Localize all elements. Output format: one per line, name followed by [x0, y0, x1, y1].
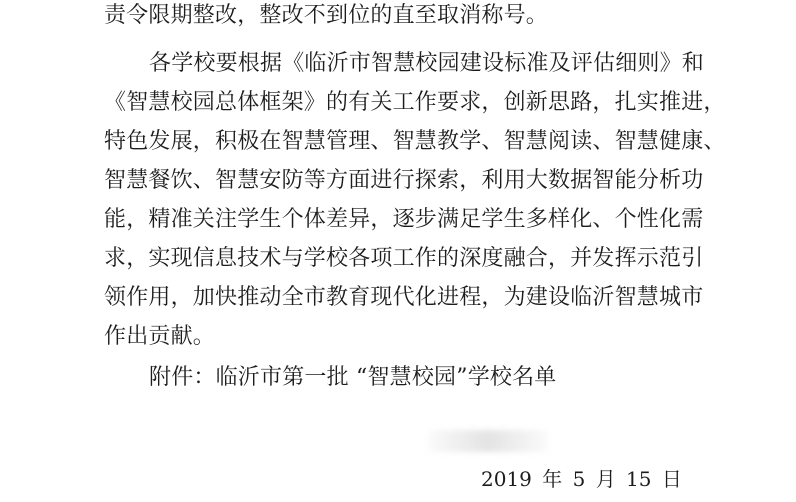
paragraph-line: 责令限期整改，整改不到位的直至取消称号。: [104, 3, 549, 28]
paragraph-line: 作出贡献。: [104, 324, 216, 349]
paragraph-line: 能，精准关注学生个体差异，逐步满足学生多样化、个性化需: [104, 207, 704, 232]
document-date: 2019 年 5 月 15 日: [481, 467, 682, 491]
paragraph-line: 领作用，加快推动全市教育现代化进程，为建设临沂智慧城市: [104, 285, 704, 310]
paragraph-line: 特色发展，积极在智慧管理、智慧教学、智慧阅读、智慧健康、: [104, 129, 726, 154]
attachment-line: 附件：临沂市第一批 “智慧校园”学校名单: [149, 365, 557, 390]
paragraph-line: 求，实现信息技术与学校各项工作的深度融合，并发挥示范引: [104, 246, 704, 271]
paragraph-line: 《智慧校园总体框架》的有关工作要求，创新思路，扎实推进，: [104, 90, 726, 115]
paragraph-line: 各学校要根据《临沂市智慧校园建设标准及评估细则》和: [149, 51, 705, 76]
blurred-watermark: [428, 430, 548, 452]
paragraph-line: 智慧餐饮、智慧安防等方面进行探索，利用大数据智能分析功: [104, 168, 704, 193]
